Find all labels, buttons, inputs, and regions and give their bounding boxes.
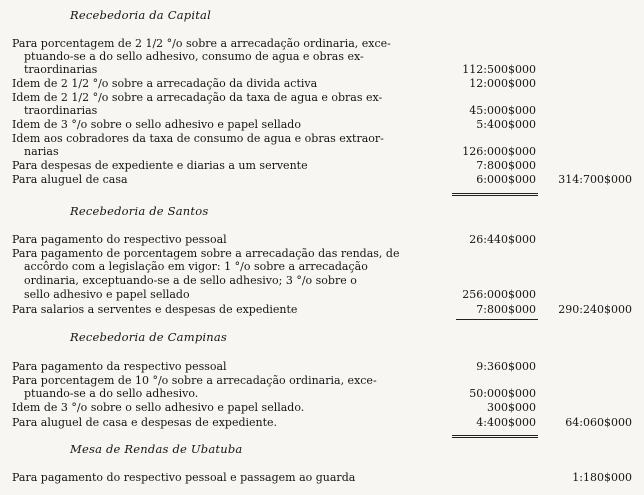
section-total: 1:180$000	[572, 471, 632, 484]
item-line: sello adhesivo e papel sellado	[24, 288, 190, 301]
amount: 26:440$000	[469, 233, 536, 246]
item-line: Idem de 3 °/o sobre o sello adhesivo e papel sellado.	[12, 401, 305, 414]
item-line: Idem aos cobradores da taxa de consumo de agua e obras extraor-	[12, 132, 384, 145]
double-rule	[452, 435, 538, 438]
item-line: Para pagamento de porcentagem sobre a arrecadação das rendas, de	[12, 247, 400, 260]
amount: 7:800$000	[476, 159, 536, 172]
item-line: Para pagamento da respectivo pessoal	[12, 360, 227, 373]
item-line: ptuando-se a do sello adhesivo.	[24, 387, 199, 400]
section-heading-ubatuba: Mesa de Rendas de Ubatuba	[70, 442, 243, 456]
section-heading-santos: Recebedoria de Santos	[70, 204, 209, 218]
section-total: 314:700$000	[558, 173, 632, 186]
item-line: narias	[24, 145, 59, 158]
double-rule	[452, 193, 538, 196]
section-total: 64:060$000	[565, 416, 632, 429]
item-line: Para aluguel de casa	[12, 173, 128, 186]
amount: 256:000$000	[462, 288, 536, 301]
section-heading-capital: Recebedoria da Capital	[70, 8, 211, 22]
amount: 6:000$000	[476, 173, 536, 186]
section-heading-campinas: Recebedoria de Campinas	[70, 330, 228, 344]
item-line: ordinaria, exceptuando-se a de sello adhesivo; 3 °/o sobre o	[24, 274, 357, 287]
item-line: Para porcentagem de 2 1/2 °/o sobre a arrecadação ordinaria, exce-	[12, 37, 391, 50]
item-line: accôrdo com a legislação em vigor: 1 °/o sobre a arrecadação	[24, 260, 368, 273]
rule	[456, 319, 538, 320]
item-line: Para porcentagem de 10 °/o sobre a arrecadação ordinaria, exce-	[12, 374, 377, 387]
section-total: 290:240$000	[558, 303, 632, 316]
amount: 300$000	[487, 401, 536, 414]
item-line: ptuando-se a do sello adhesivo, consumo de agua e obras ex-	[24, 50, 364, 63]
item-line: Para despesas de expediente e diarias a um servente	[12, 159, 308, 172]
amount: 4:400$000	[476, 416, 536, 429]
amount: 5:400$000	[476, 118, 536, 131]
item-line: Para salarios a serventes e despesas de expediente	[12, 303, 298, 316]
item-line: Para pagamento do respectivo pessoal e passagem ao guarda	[12, 471, 356, 484]
item-line: traordinarias	[24, 63, 98, 76]
item-line: traordinarias	[24, 104, 98, 117]
item-line: Para aluguel de casa e despesas de expediente.	[12, 416, 278, 429]
amount: 50:000$000	[469, 387, 536, 400]
item-line: Idem de 2 1/2 °/o sobre a arrecadação da taxa de agua e obras ex-	[12, 91, 383, 104]
amount: 9:360$000	[476, 360, 536, 373]
item-line: Idem de 2 1/2 °/o sobre a arrecadação da divida activa	[12, 77, 318, 90]
item-line: Idem de 3 °/o sobre o sello adhesivo e papel sellado	[12, 118, 301, 131]
amount: 7:800$000	[476, 303, 536, 316]
amount: 112:500$000	[462, 63, 536, 76]
amount: 126:000$000	[462, 145, 536, 158]
amount: 45:000$000	[469, 104, 536, 117]
amount: 12:000$000	[469, 77, 536, 90]
item-line: Para pagamento do respectivo pessoal	[12, 233, 227, 246]
